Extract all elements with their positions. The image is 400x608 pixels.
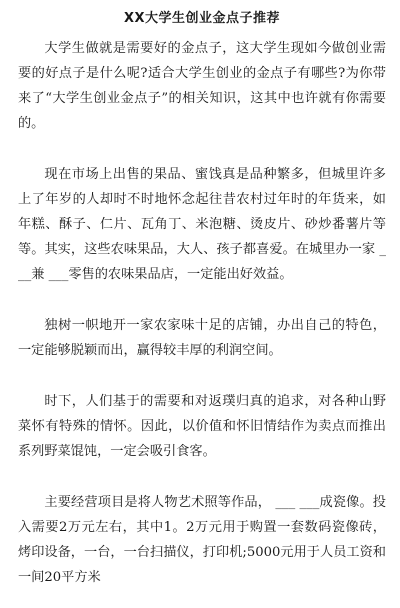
paragraph-unique-shop: 独树一帜地开一家农家味十足的店铺，办出自己的特色，一定能够脱颖而出，赢得较丰厚的利润空间。 <box>18 318 386 358</box>
paragraph-wild-vegetable-wonton: 时下，人们基于的需要和对返璞归真的追求，对各种山野菜怀有特殊的情怀。因此，以价值和怀旧情结作为卖点而推出系列野菜馄饨，一定会吸引食客。 <box>18 394 386 459</box>
document-title: XX大学生创业金点子推荐 <box>123 11 281 26</box>
paragraph-farm-fruit-shop: 现在市场上出售的果品、蜜饯真是品种繁多，但城里许多上了年岁的人却时不时地怀念起往昔农村过年时的年货来，如年糕、酥子、仁片、瓦角丁、米泡糖、烫皮片、砂炒番薯片等等。其实，这些农味果品，大人、孩子都喜爱。在城里办一家 ___兼 ___零售的农味果品店，一定能出好效益。 <box>18 167 386 282</box>
paragraph-porcelain-portrait: 主要经营项目是将人物艺术照等作品， ___ ___成瓷像。投入需要2万元左右，其中1。2万元用于购置一套数码瓷像砖，烤印设备，一台，一台扫描仪，打印机;5000元用于人员工资和一间20平方米 <box>18 495 386 585</box>
paragraph-intro: 大学生做就是需要好的金点子，这大学生现如今做创业需要的好点子是什么呢?适合大学生创业的金点子有哪些?为你带来了“大学生创业金点子”的相关知识，这其中也许就有你需要的。 <box>18 41 386 131</box>
